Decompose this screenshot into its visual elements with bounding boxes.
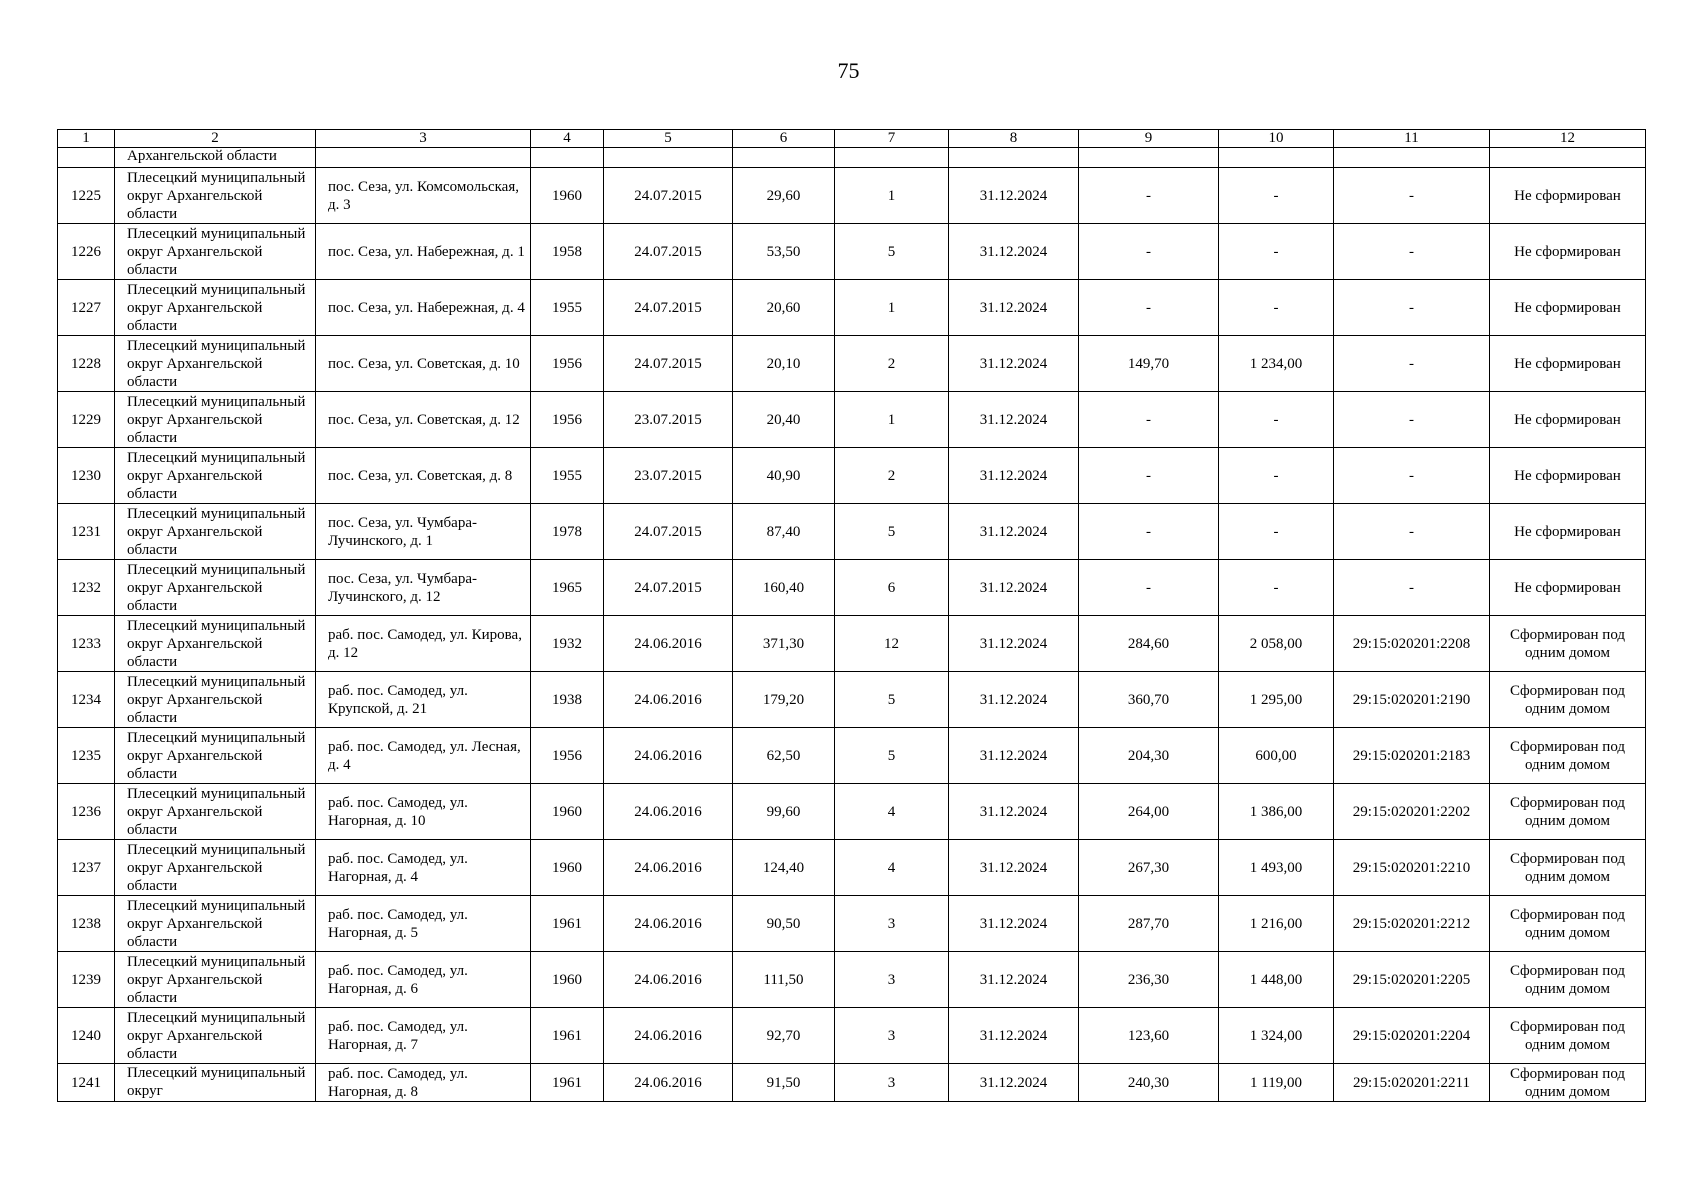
- date-cell: 24.07.2015: [604, 504, 733, 560]
- deadline-cell: 31.12.2024: [949, 728, 1079, 784]
- land-area-cell: -: [1079, 168, 1219, 224]
- cost-cell: -: [1219, 504, 1334, 560]
- residents-cell: 3: [835, 1064, 949, 1102]
- deadline-cell: 31.12.2024: [949, 504, 1079, 560]
- address-cell: раб. пос. Самодед, ул. Крупской, д. 21: [316, 672, 531, 728]
- table-row: [58, 1064, 1646, 1102]
- area-cell: 124,40: [733, 840, 835, 896]
- residents-cell: 5: [835, 504, 949, 560]
- column-header: 11: [1334, 130, 1490, 148]
- table-row: [58, 952, 1646, 1008]
- area-cell: 20,60: [733, 280, 835, 336]
- land-area-cell: -: [1079, 392, 1219, 448]
- column-header: 1: [58, 130, 115, 148]
- table-row: [58, 560, 1646, 616]
- date-cell: 24.06.2016: [604, 616, 733, 672]
- cadastral-number-cell: 29:15:020201:2208: [1334, 616, 1490, 672]
- land-area-cell: -: [1079, 224, 1219, 280]
- cost-cell: 1 234,00: [1219, 336, 1334, 392]
- residents-cell: 1: [835, 168, 949, 224]
- date-cell: 24.06.2016: [604, 672, 733, 728]
- deadline-cell: 31.12.2024: [949, 896, 1079, 952]
- page-number: 75: [837, 58, 860, 83]
- status-cell: Сформирован под одним домом: [1490, 1008, 1646, 1064]
- deadline-cell: 31.12.2024: [949, 616, 1079, 672]
- deadline-cell: 31.12.2024: [949, 168, 1079, 224]
- area-cell: 87,40: [733, 504, 835, 560]
- address-cell: пос. Сеза, ул. Советская, д. 12: [316, 392, 531, 448]
- municipality-cell: Плесецкий муниципальный округ Архангельской области: [115, 280, 316, 336]
- empty-cell: [531, 148, 604, 168]
- year-cell: 1956: [531, 392, 604, 448]
- date-cell: 24.06.2016: [604, 840, 733, 896]
- date-cell: 24.07.2015: [604, 168, 733, 224]
- table-row: [58, 616, 1646, 672]
- municipality-cell: Плесецкий муниципальный округ Архангельской области: [115, 448, 316, 504]
- year-cell: 1978: [531, 504, 604, 560]
- table-row: [58, 448, 1646, 504]
- address-cell: пос. Сеза, ул. Набережная, д. 4: [316, 280, 531, 336]
- table-row: [58, 1008, 1646, 1064]
- municipality-cell: Плесецкий муниципальный округ Архангельской области: [115, 840, 316, 896]
- municipality-cell: Плесецкий муниципальный округ Архангельской области: [115, 672, 316, 728]
- table-row: [58, 896, 1646, 952]
- row-number-cell: 1233: [58, 616, 115, 672]
- residents-cell: 4: [835, 784, 949, 840]
- residents-cell: 5: [835, 224, 949, 280]
- cadastral-number-cell: 29:15:020201:2183: [1334, 728, 1490, 784]
- residents-cell: 4: [835, 840, 949, 896]
- status-cell: Не сформирован: [1490, 336, 1646, 392]
- year-cell: 1960: [531, 784, 604, 840]
- empty-cell: [1490, 148, 1646, 168]
- cost-cell: -: [1219, 280, 1334, 336]
- address-cell: пос. Сеза, ул. Чумбара-Лучинского, д. 1: [316, 504, 531, 560]
- cadastral-number-cell: 29:15:020201:2210: [1334, 840, 1490, 896]
- status-cell: Не сформирован: [1490, 448, 1646, 504]
- area-cell: 371,30: [733, 616, 835, 672]
- municipality-cell: Плесецкий муниципальный округ Архангельской области: [115, 1008, 316, 1064]
- land-area-cell: 236,30: [1079, 952, 1219, 1008]
- municipality-cell: Плесецкий муниципальный округ Архангельской области: [115, 784, 316, 840]
- area-cell: 179,20: [733, 672, 835, 728]
- cost-cell: 1 448,00: [1219, 952, 1334, 1008]
- year-cell: 1960: [531, 840, 604, 896]
- cadastral-number-cell: -: [1334, 280, 1490, 336]
- address-cell: пос. Сеза, ул. Чумбара-Лучинского, д. 12: [316, 560, 531, 616]
- municipality-continuation-cell: Архангельской области: [115, 148, 316, 168]
- row-number-cell: 1234: [58, 672, 115, 728]
- year-cell: 1956: [531, 728, 604, 784]
- table-row: [58, 504, 1646, 560]
- land-area-cell: 284,60: [1079, 616, 1219, 672]
- status-cell: Сформирован под одним домом: [1490, 952, 1646, 1008]
- cost-cell: 600,00: [1219, 728, 1334, 784]
- address-cell: пос. Сеза, ул. Советская, д. 10: [316, 336, 531, 392]
- municipality-cell: Плесецкий муниципальный округ Архангельской области: [115, 616, 316, 672]
- deadline-cell: 31.12.2024: [949, 672, 1079, 728]
- address-cell: раб. пос. Самодед, ул. Нагорная, д. 8: [316, 1064, 531, 1102]
- deadline-cell: 31.12.2024: [949, 336, 1079, 392]
- deadline-cell: 31.12.2024: [949, 224, 1079, 280]
- status-cell: Сформирован под одним домом: [1490, 840, 1646, 896]
- date-cell: 24.06.2016: [604, 896, 733, 952]
- year-cell: 1955: [531, 280, 604, 336]
- status-cell: Сформирован под одним домом: [1490, 616, 1646, 672]
- date-cell: 23.07.2015: [604, 392, 733, 448]
- column-header: 9: [1079, 130, 1219, 148]
- residents-cell: 5: [835, 672, 949, 728]
- status-cell: Не сформирован: [1490, 504, 1646, 560]
- row-number-cell: 1227: [58, 280, 115, 336]
- area-cell: 20,40: [733, 392, 835, 448]
- row-number-cell: 1239: [58, 952, 115, 1008]
- status-cell: Сформирован под одним домом: [1490, 896, 1646, 952]
- year-cell: 1960: [531, 952, 604, 1008]
- municipality-cell: Плесецкий муниципальный округ: [115, 1064, 316, 1102]
- cost-cell: 1 493,00: [1219, 840, 1334, 896]
- year-cell: 1938: [531, 672, 604, 728]
- column-header: 10: [1219, 130, 1334, 148]
- row-number-cell: 1225: [58, 168, 115, 224]
- cadastral-number-cell: -: [1334, 504, 1490, 560]
- housing-register-table: [57, 129, 1646, 1102]
- area-cell: 20,10: [733, 336, 835, 392]
- empty-cell: [58, 148, 115, 168]
- date-cell: 24.06.2016: [604, 1008, 733, 1064]
- land-area-cell: 264,00: [1079, 784, 1219, 840]
- cadastral-number-cell: -: [1334, 224, 1490, 280]
- land-area-cell: 204,30: [1079, 728, 1219, 784]
- address-cell: пос. Сеза, ул. Комсомольская, д. 3: [316, 168, 531, 224]
- cost-cell: -: [1219, 392, 1334, 448]
- column-number-header-row: [58, 130, 1646, 148]
- residents-cell: 2: [835, 448, 949, 504]
- column-header: 6: [733, 130, 835, 148]
- residents-cell: 2: [835, 336, 949, 392]
- residents-cell: 1: [835, 280, 949, 336]
- area-cell: 62,50: [733, 728, 835, 784]
- empty-cell: [604, 148, 733, 168]
- cost-cell: -: [1219, 560, 1334, 616]
- cadastral-number-cell: 29:15:020201:2204: [1334, 1008, 1490, 1064]
- row-number-cell: 1236: [58, 784, 115, 840]
- row-number-cell: 1237: [58, 840, 115, 896]
- cost-cell: -: [1219, 224, 1334, 280]
- column-header: 7: [835, 130, 949, 148]
- date-cell: 23.07.2015: [604, 448, 733, 504]
- municipality-cell: Плесецкий муниципальный округ Архангельской области: [115, 224, 316, 280]
- date-cell: 24.07.2015: [604, 280, 733, 336]
- table-row: [58, 168, 1646, 224]
- municipality-cell: Плесецкий муниципальный округ Архангельской области: [115, 504, 316, 560]
- row-number-cell: 1232: [58, 560, 115, 616]
- date-cell: 24.06.2016: [604, 728, 733, 784]
- municipality-cell: Плесецкий муниципальный округ Архангельской области: [115, 392, 316, 448]
- area-cell: 111,50: [733, 952, 835, 1008]
- column-header: 3: [316, 130, 531, 148]
- residents-cell: 6: [835, 560, 949, 616]
- area-cell: 160,40: [733, 560, 835, 616]
- status-cell: Не сформирован: [1490, 168, 1646, 224]
- column-header: 8: [949, 130, 1079, 148]
- row-number-cell: 1230: [58, 448, 115, 504]
- date-cell: 24.07.2015: [604, 560, 733, 616]
- municipality-cell: Плесецкий муниципальный округ Архангельской области: [115, 560, 316, 616]
- cadastral-number-cell: -: [1334, 336, 1490, 392]
- date-cell: 24.06.2016: [604, 784, 733, 840]
- year-cell: 1956: [531, 336, 604, 392]
- cost-cell: 1 295,00: [1219, 672, 1334, 728]
- residents-cell: 3: [835, 952, 949, 1008]
- cadastral-number-cell: -: [1334, 168, 1490, 224]
- deadline-cell: 31.12.2024: [949, 448, 1079, 504]
- municipality-cell: Плесецкий муниципальный округ Архангельской области: [115, 168, 316, 224]
- row-number-cell: 1240: [58, 1008, 115, 1064]
- deadline-cell: 31.12.2024: [949, 392, 1079, 448]
- address-cell: раб. пос. Самодед, ул. Нагорная, д. 6: [316, 952, 531, 1008]
- residents-cell: 3: [835, 1008, 949, 1064]
- cost-cell: 2 058,00: [1219, 616, 1334, 672]
- land-area-cell: -: [1079, 448, 1219, 504]
- row-number-cell: 1229: [58, 392, 115, 448]
- land-area-cell: 267,30: [1079, 840, 1219, 896]
- row-number-cell: 1228: [58, 336, 115, 392]
- address-cell: пос. Сеза, ул. Советская, д. 8: [316, 448, 531, 504]
- status-cell: Не сформирован: [1490, 392, 1646, 448]
- empty-cell: [1334, 148, 1490, 168]
- municipality-cell: Плесецкий муниципальный округ Архангельской области: [115, 896, 316, 952]
- cadastral-number-cell: 29:15:020201:2202: [1334, 784, 1490, 840]
- land-area-cell: 360,70: [1079, 672, 1219, 728]
- area-cell: 29,60: [733, 168, 835, 224]
- table-row: [58, 280, 1646, 336]
- deadline-cell: 31.12.2024: [949, 840, 1079, 896]
- municipality-cell: Плесецкий муниципальный округ Архангельской области: [115, 336, 316, 392]
- status-cell: Сформирован под одним домом: [1490, 672, 1646, 728]
- cost-cell: 1 386,00: [1219, 784, 1334, 840]
- empty-cell: [1079, 148, 1219, 168]
- year-cell: 1961: [531, 896, 604, 952]
- empty-cell: [835, 148, 949, 168]
- address-cell: раб. пос. Самодед, ул. Нагорная, д. 7: [316, 1008, 531, 1064]
- date-cell: 24.07.2015: [604, 224, 733, 280]
- residents-cell: 12: [835, 616, 949, 672]
- deadline-cell: 31.12.2024: [949, 952, 1079, 1008]
- deadline-cell: 31.12.2024: [949, 784, 1079, 840]
- deadline-cell: 31.12.2024: [949, 280, 1079, 336]
- municipality-cell: Плесецкий муниципальный округ Архангельской области: [115, 952, 316, 1008]
- column-header: 5: [604, 130, 733, 148]
- status-cell: Сформирован под одним домом: [1490, 728, 1646, 784]
- row-number-cell: 1241: [58, 1064, 115, 1102]
- land-area-cell: -: [1079, 504, 1219, 560]
- row-number-cell: 1238: [58, 896, 115, 952]
- area-cell: 53,50: [733, 224, 835, 280]
- address-cell: раб. пос. Самодед, ул. Нагорная, д. 10: [316, 784, 531, 840]
- residents-cell: 3: [835, 896, 949, 952]
- status-cell: Не сформирован: [1490, 280, 1646, 336]
- year-cell: 1958: [531, 224, 604, 280]
- empty-cell: [316, 148, 531, 168]
- residents-cell: 1: [835, 392, 949, 448]
- table-row: [58, 336, 1646, 392]
- address-cell: раб. пос. Самодед, ул. Лесная, д. 4: [316, 728, 531, 784]
- cadastral-number-cell: 29:15:020201:2212: [1334, 896, 1490, 952]
- status-cell: Сформирован под одним домом: [1490, 1064, 1646, 1102]
- land-area-cell: 123,60: [1079, 1008, 1219, 1064]
- row-number-cell: 1231: [58, 504, 115, 560]
- area-cell: 90,50: [733, 896, 835, 952]
- municipality-cell: Плесецкий муниципальный округ Архангельской области: [115, 728, 316, 784]
- status-cell: Не сформирован: [1490, 224, 1646, 280]
- table-row: [58, 784, 1646, 840]
- cadastral-number-cell: 29:15:020201:2205: [1334, 952, 1490, 1008]
- land-area-cell: -: [1079, 280, 1219, 336]
- cost-cell: 1 119,00: [1219, 1064, 1334, 1102]
- cadastral-number-cell: -: [1334, 560, 1490, 616]
- column-header: 2: [115, 130, 316, 148]
- cost-cell: 1 216,00: [1219, 896, 1334, 952]
- date-cell: 24.06.2016: [604, 1064, 733, 1102]
- table-row: [58, 672, 1646, 728]
- table-row: [58, 392, 1646, 448]
- area-cell: 92,70: [733, 1008, 835, 1064]
- year-cell: 1961: [531, 1008, 604, 1064]
- land-area-cell: 149,70: [1079, 336, 1219, 392]
- table-row: [58, 728, 1646, 784]
- address-cell: пос. Сеза, ул. Набережная, д. 1: [316, 224, 531, 280]
- cost-cell: 1 324,00: [1219, 1008, 1334, 1064]
- residents-cell: 5: [835, 728, 949, 784]
- continuation-row: [58, 148, 1646, 168]
- area-cell: 40,90: [733, 448, 835, 504]
- empty-cell: [949, 148, 1079, 168]
- empty-cell: [733, 148, 835, 168]
- address-cell: раб. пос. Самодед, ул. Нагорная, д. 4: [316, 840, 531, 896]
- area-cell: 91,50: [733, 1064, 835, 1102]
- table-row: [58, 224, 1646, 280]
- year-cell: 1932: [531, 616, 604, 672]
- address-cell: раб. пос. Самодед, ул. Кирова, д. 12: [316, 616, 531, 672]
- cadastral-number-cell: 29:15:020201:2211: [1334, 1064, 1490, 1102]
- row-number-cell: 1226: [58, 224, 115, 280]
- table-row: [58, 840, 1646, 896]
- cost-cell: -: [1219, 448, 1334, 504]
- year-cell: 1955: [531, 448, 604, 504]
- cost-cell: -: [1219, 168, 1334, 224]
- deadline-cell: 31.12.2024: [949, 560, 1079, 616]
- year-cell: 1965: [531, 560, 604, 616]
- address-cell: раб. пос. Самодед, ул. Нагорная, д. 5: [316, 896, 531, 952]
- status-cell: Не сформирован: [1490, 560, 1646, 616]
- column-header: 4: [531, 130, 604, 148]
- deadline-cell: 31.12.2024: [949, 1008, 1079, 1064]
- land-area-cell: 240,30: [1079, 1064, 1219, 1102]
- row-number-cell: 1235: [58, 728, 115, 784]
- area-cell: 99,60: [733, 784, 835, 840]
- status-cell: Сформирован под одним домом: [1490, 784, 1646, 840]
- empty-cell: [1219, 148, 1334, 168]
- cadastral-number-cell: -: [1334, 392, 1490, 448]
- year-cell: 1961: [531, 1064, 604, 1102]
- cadastral-number-cell: 29:15:020201:2190: [1334, 672, 1490, 728]
- column-header: 12: [1490, 130, 1646, 148]
- year-cell: 1960: [531, 168, 604, 224]
- date-cell: 24.07.2015: [604, 336, 733, 392]
- deadline-cell: 31.12.2024: [949, 1064, 1079, 1102]
- date-cell: 24.06.2016: [604, 952, 733, 1008]
- land-area-cell: -: [1079, 560, 1219, 616]
- cadastral-number-cell: -: [1334, 448, 1490, 504]
- land-area-cell: 287,70: [1079, 896, 1219, 952]
